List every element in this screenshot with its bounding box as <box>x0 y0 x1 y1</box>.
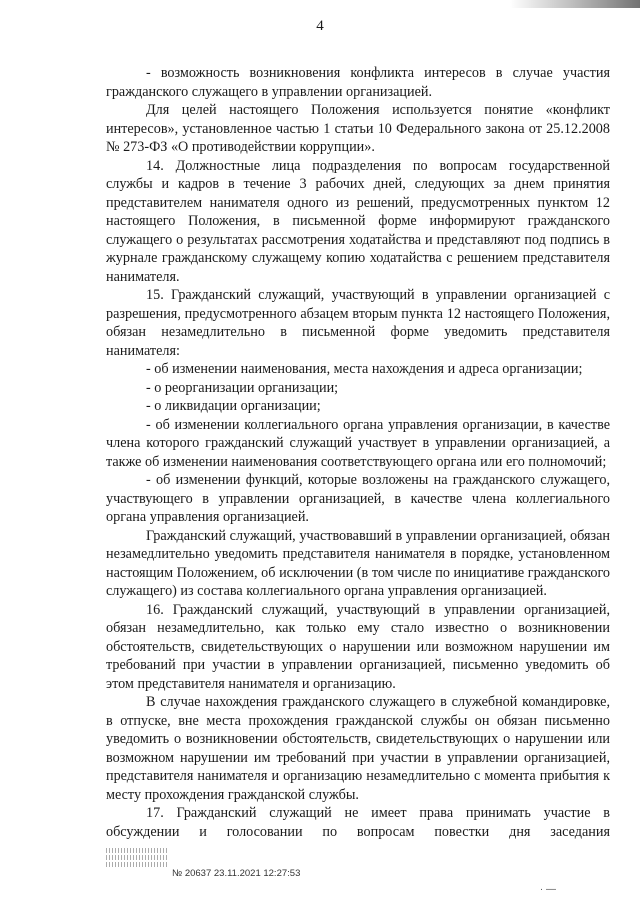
paragraph: - об изменении коллегиального органа управления организации, в качестве члена которого гражданский служащий участвует в управлении организацией, а также об изменении наименования соответствующего органа или его полномочий; <box>106 416 610 470</box>
paragraph: 15. Гражданский служащий, участвующий в управлении организацией с разрешения, предусмотренного абзацем вторым пункта 12 настоящего Положения, обязан незамедлительно в письменной форме уведомить представителя нанимателя: <box>106 287 610 359</box>
paragraph: - об изменении наименования, места нахождения и адреса организации; <box>146 361 583 377</box>
registration-footer: № 20637 23.11.2021 12:27:53 <box>172 868 301 879</box>
paragraph: Гражданский служащий, участвовавший в управлении организацией, обязан незамедлительно уведомить представителя нанимателя в порядке, установленном настоящим Положением, об исключении (в том числе по инициативе гражданского служащего) из состава коллегиального органа управления организацией. <box>106 527 610 599</box>
paragraph: 14. Должностные лица подразделения по вопросам государственной службы и кадров в течение 3 рабочих дней, следующих за днем принятия представителем нанимателя одного из решений, предусмотренных пунктом 12 настоящего Положения, в письменной форме информируют гражданского служащего о результатах рассмотрения ходатайства и представляют под подпись в журнале гражданскому служащему копию ходатайства с решением представителя нанимателя. <box>106 157 610 285</box>
scan-edge-artifact <box>510 0 640 8</box>
paragraph: 16. Гражданский служащий, участвующий в управлении организацией, обязан незамедлительно, как только ему стало известно о возникновении обстоятельств, свидетельствующих о нарушении или возможном нарушении им требований при участии в управлении организацией, письменно уведомить об этом представителя нанимателя и организацию. <box>106 601 610 692</box>
paragraph: - о реорганизации организации; <box>146 379 339 396</box>
paragraph: 17. Гражданский служащий не имеет права принимать участие в обсуждении и голосовании по вопросам повестки дня заседания <box>106 805 610 840</box>
corner-mark: · — <box>539 884 556 895</box>
paragraph: - об изменении функций, которые возложены на гражданского служащего, участвующего в управлении организацией, в качестве члена коллегиального органа управления организацией. <box>106 472 610 525</box>
paragraph: - возможность возникновения конфликта интересов в случае участия гражданского служащего в управлении организацией. <box>106 65 610 100</box>
paragraph: - о ликвидации организации; <box>146 398 321 414</box>
paragraph: В случае нахождения гражданского служащего в служебной командировке, в отпуске, вне места прохождения гражданской службы он обязан письменно уведомить о возникновении обстоятельств, свидетельствующих о нарушении или возможном нарушении им требований при участии в управлении организацией, представителя нанимателя и организацию незамедлительно с момента прибытия к месту прохождения гражданской службы. <box>106 694 610 803</box>
page-number: 4 <box>316 18 324 34</box>
electronic-signature-stamp <box>106 846 168 878</box>
paragraph: Для целей настоящего Положения используется понятие «конфликт интересов», установленное частью 1 статьи 10 Федерального закона от 25.12.2008 № 273-ФЗ «О противодействии коррупции». <box>106 102 610 155</box>
document-body <box>106 64 610 841</box>
